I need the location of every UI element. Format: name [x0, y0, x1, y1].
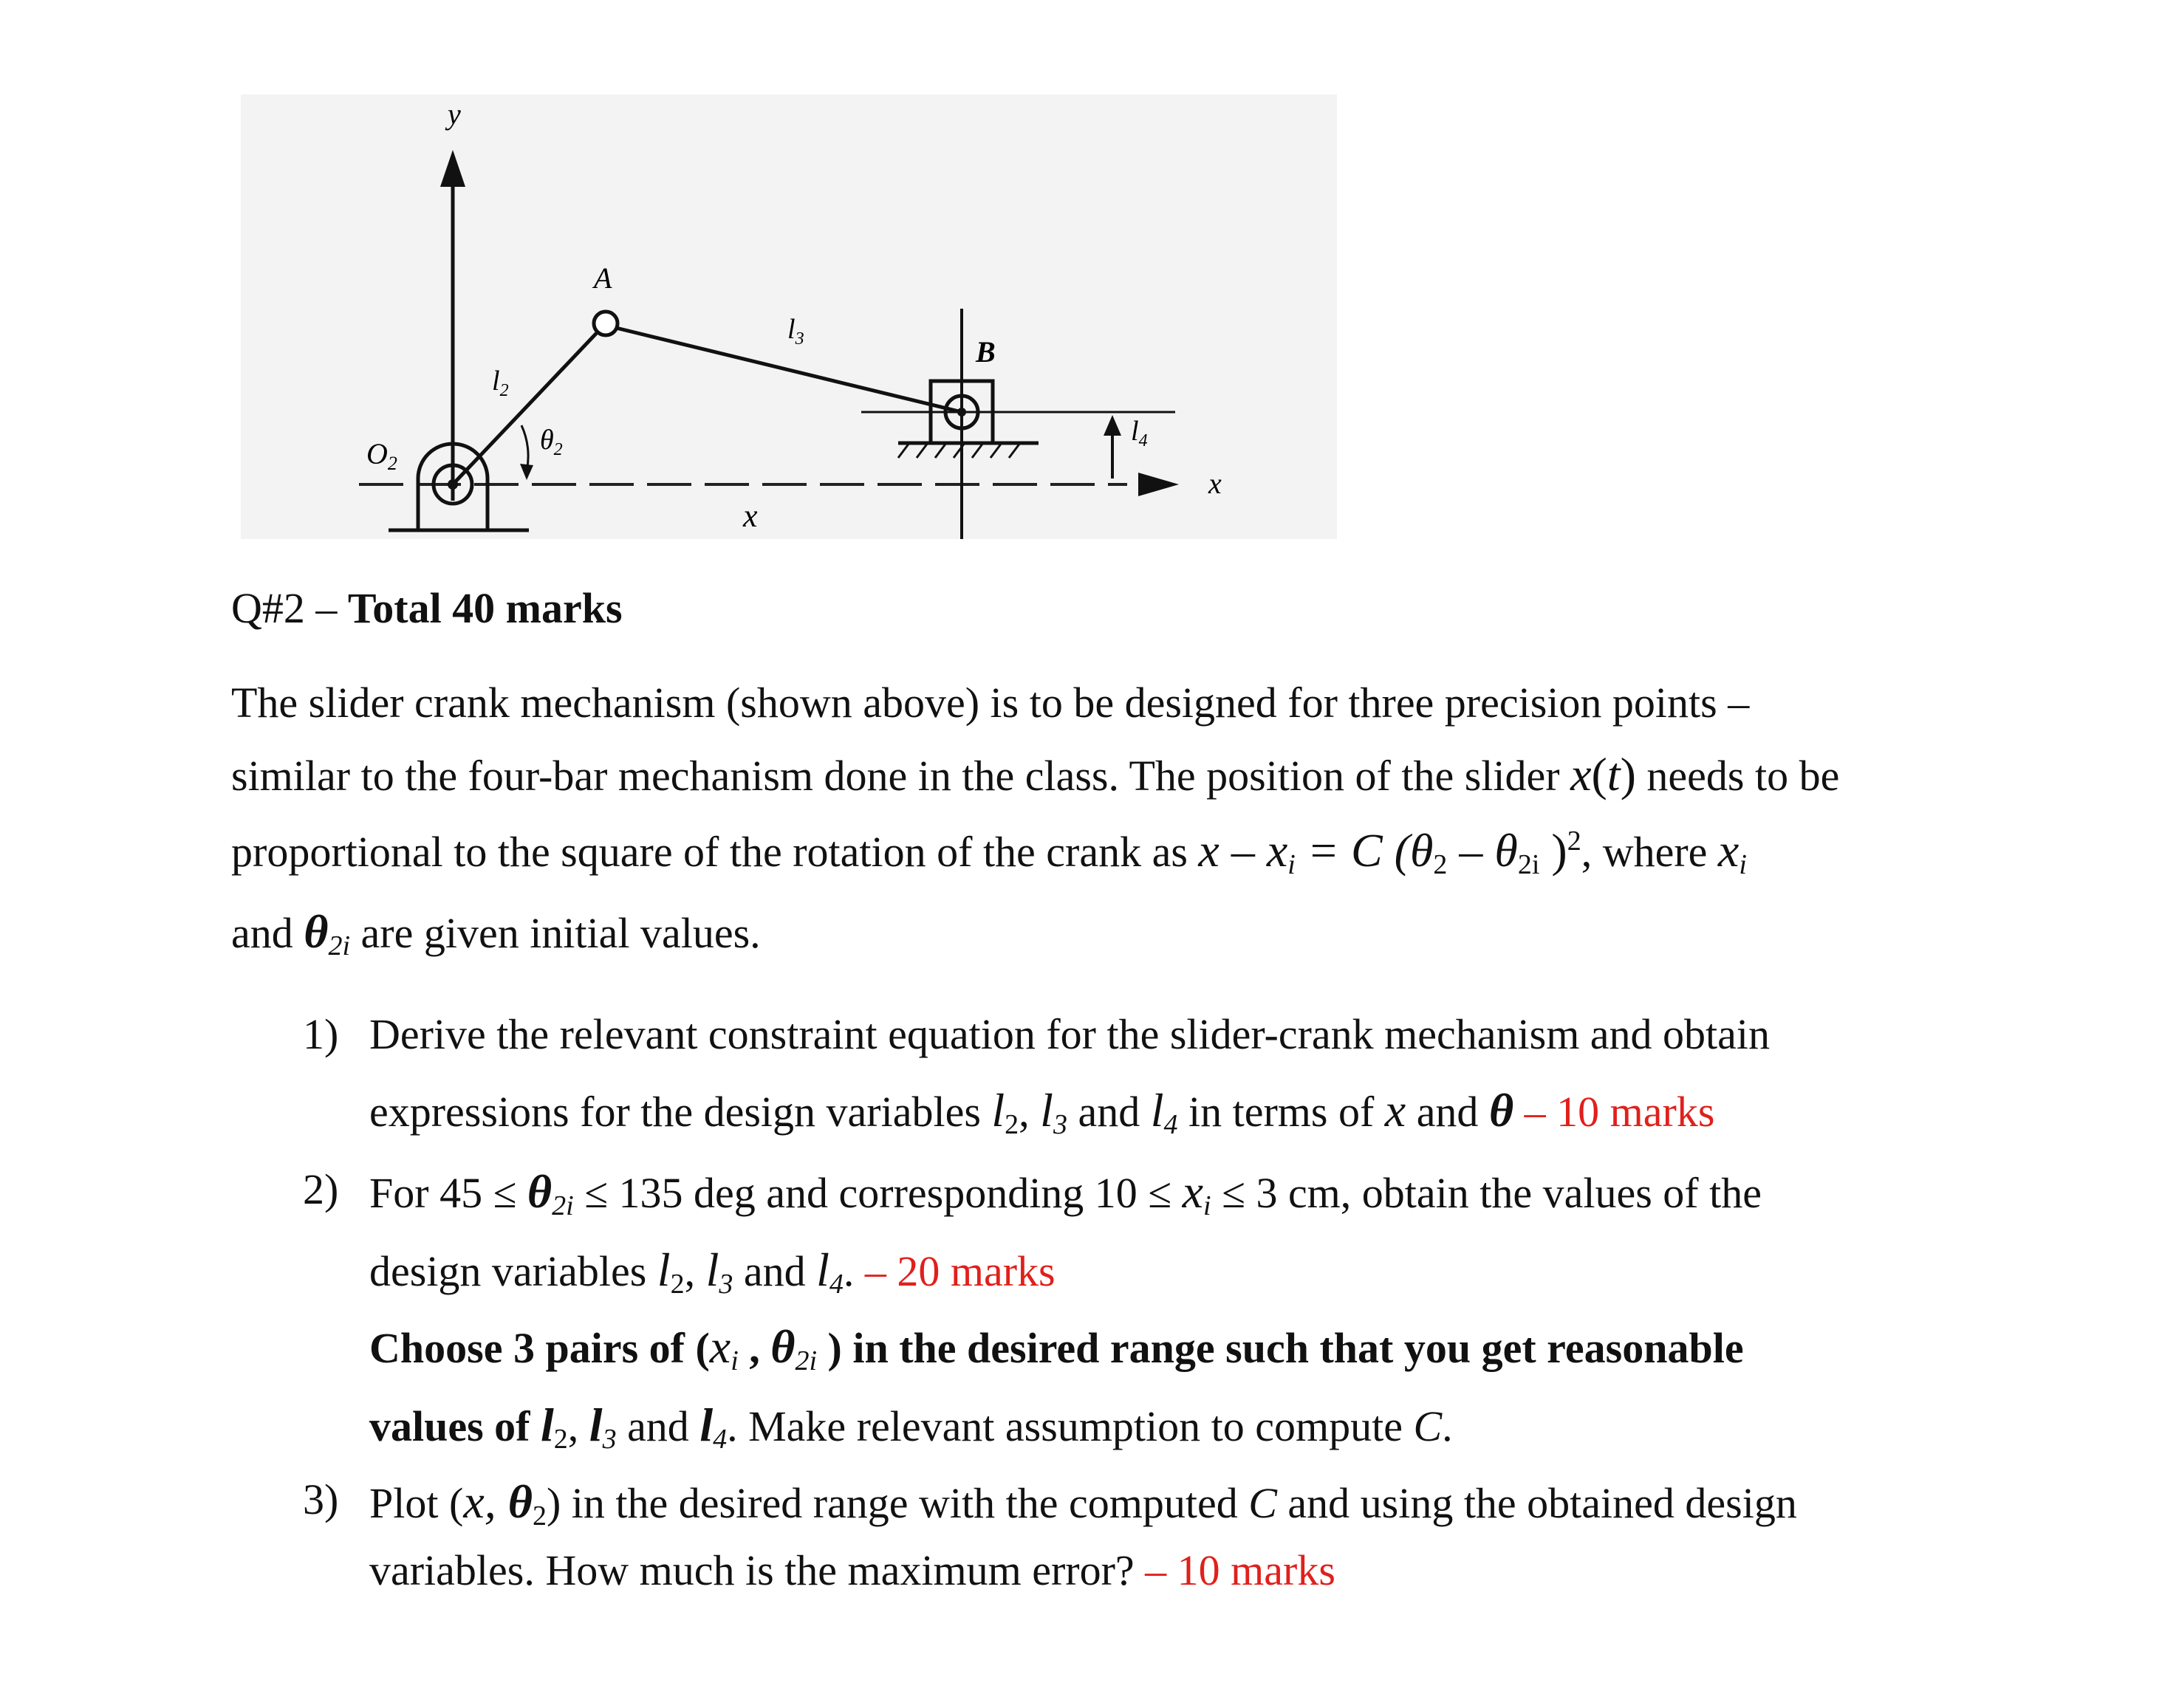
point-b-label: B: [976, 335, 996, 368]
x-axis-arrow: [1138, 473, 1179, 496]
intro-line-2: similar to the four-bar mechanism done in the class. The position of the slider x(t) needs to be: [231, 748, 1840, 800]
item-1-line-2: expressions for the design variables $l_2$, $l_3$ and $l_4$ in terms of x and θ – 10 marks: [369, 1084, 1715, 1140]
joint-a: [594, 312, 618, 335]
question-title: [231, 583, 623, 633]
slider-crank-diagram: [241, 95, 1337, 539]
question-number: Q#2 –: [231, 584, 348, 632]
x-dimension-label: x: [743, 498, 758, 534]
l4-label: $l_4$: [1131, 416, 1148, 450]
item-2-number: 2): [303, 1165, 339, 1213]
item-2-line-1: For $45 \le \theta_{2i} \le 135$ deg and corresponding $10 \le x_i \le 3$ cm, obtain the values of the: [369, 1165, 1762, 1221]
slider-ground-hatch: [898, 443, 1020, 458]
question-total: Total 40 marks: [347, 584, 623, 632]
point-a-label: A: [594, 261, 612, 295]
item-1-line-1: Derive the relevant constraint equation for the slider-crank mechanism and obtain: [369, 1010, 1771, 1058]
item-1-number: 1): [303, 1010, 339, 1058]
l3-label: $l_3$: [787, 314, 804, 349]
item-1-marks: – 10 marks: [1513, 1088, 1715, 1136]
theta2-label: $\theta_2$: [540, 425, 563, 459]
item-3-line-1: Plot (x, $\theta_2$) in the desired range with the computed C and using the obtained design: [369, 1475, 1797, 1532]
y-axis-label: y: [448, 97, 461, 131]
intro-line-3: proportional to the square of the rotation of the crank as $x - x_i = C$ ($\theta_2 - \theta_{2i}$ )$^2$, where $x_i$: [231, 824, 1747, 880]
item-3-number: 3): [303, 1475, 339, 1523]
item-3-marks: – 10 marks: [1134, 1546, 1335, 1594]
mechanism-figure: [241, 95, 1337, 539]
l2-label: $l_2$: [492, 366, 509, 400]
y-axis-arrow: [440, 150, 465, 187]
o2-label: $O_2$: [366, 437, 397, 474]
item-3-line-2: variables. How much is the maximum error? – 10 marks: [369, 1546, 1335, 1594]
item-2-marks: – 20 marks: [854, 1247, 1056, 1295]
item-2-bold-line-1: Choose 3 pairs of ($x_i$ , $\theta_{2i}$ ) in the desired range such that you get reasonable: [369, 1320, 1744, 1376]
item-2-bold-line-2: values of $l_2$, $l_3$ and $l_4$. Make relevant assumption to compute C.: [369, 1399, 1453, 1455]
intro-line-4: and $\theta_{2i}$ are given initial values.: [231, 905, 761, 961]
item-2-line-2: design variables $l_2$, $l_3$ and $l_4$. – 20 marks: [369, 1244, 1056, 1300]
intro-line-1: The slider crank mechanism (shown above) is to be designed for three precision points –: [231, 679, 1750, 727]
x-axis-label: x: [1208, 467, 1222, 500]
